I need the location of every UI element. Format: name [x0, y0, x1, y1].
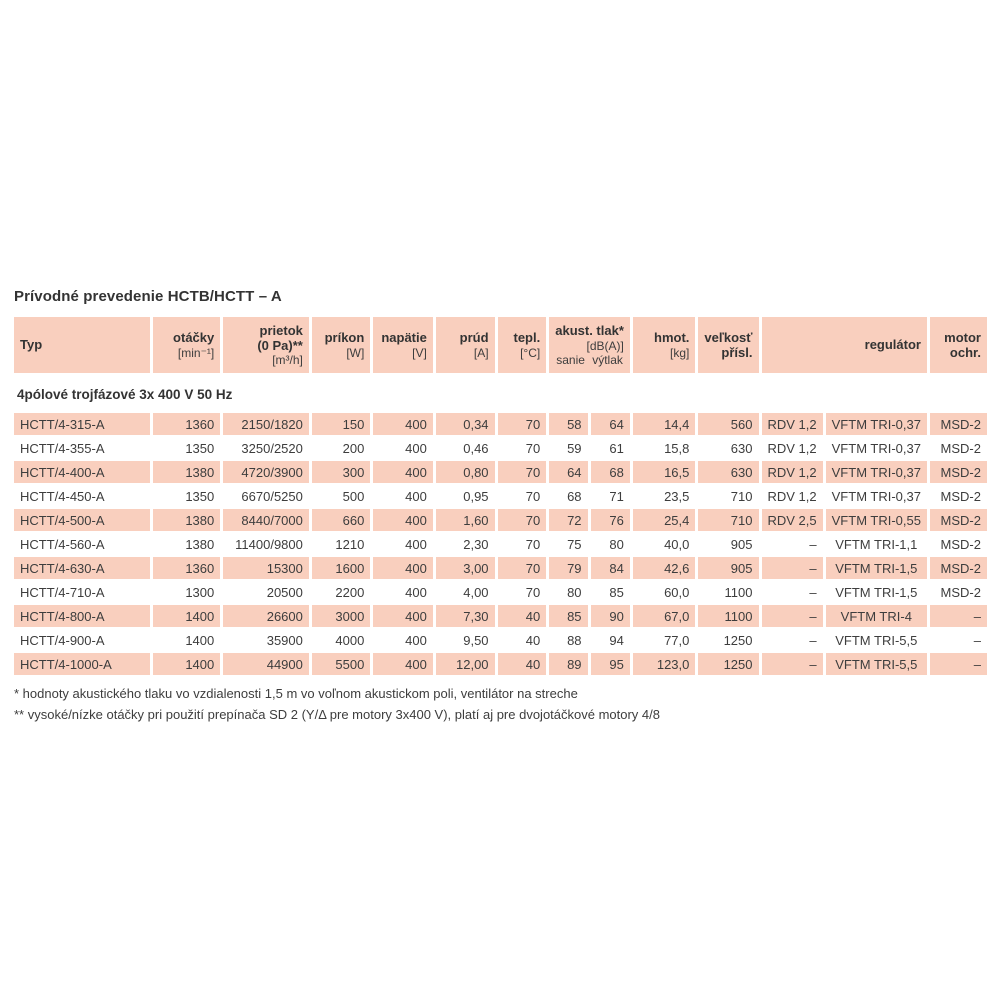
- cell-prud: 0,95: [436, 485, 495, 507]
- cell-rdv: RDV 1,2: [762, 413, 823, 435]
- table-row: [14, 557, 987, 579]
- cell-motor: –: [930, 605, 987, 627]
- cell-otacky: 1360: [153, 413, 220, 435]
- cell-prietok: 26600: [223, 605, 309, 627]
- table-row: [14, 437, 987, 459]
- cell-vftm: VFTM TRI-0,37: [826, 437, 927, 459]
- cell-vftm: VFTM TRI-1,1: [826, 533, 927, 555]
- section-row: [14, 375, 987, 411]
- cell-typ: HCTT/4-900-A: [14, 629, 150, 651]
- cell-prikon: 200: [312, 437, 370, 459]
- cell-otacky: 1400: [153, 629, 220, 651]
- col-header-akust-subcolumns: [555, 353, 624, 367]
- footnote-1: * hodnoty akustického tlaku vo vzdialenosti 1,5 m vo voľnom akustickom poli, ventilátor na streche: [14, 686, 578, 701]
- cell-rdv: RDV 2,5: [762, 509, 823, 531]
- table-row: [14, 413, 987, 435]
- cell-vytlak: 84: [591, 557, 630, 579]
- cell-hmot: 123,0: [633, 653, 696, 675]
- cell-otacky: 1380: [153, 533, 220, 555]
- cell-napatie: 400: [373, 485, 433, 507]
- cell-otacky: 1350: [153, 437, 220, 459]
- cell-prietok: 35900: [223, 629, 309, 651]
- cell-velkost: 710: [698, 509, 758, 531]
- cell-hmot: 67,0: [633, 605, 696, 627]
- cell-vytlak: 76: [591, 509, 630, 531]
- cell-velkost: 1250: [698, 629, 758, 651]
- cell-velkost: 560: [698, 413, 758, 435]
- cell-napatie: 400: [373, 581, 433, 603]
- cell-sanie: 75: [549, 533, 587, 555]
- cell-prud: 9,50: [436, 629, 495, 651]
- cell-hmot: 42,6: [633, 557, 696, 579]
- cell-otacky: 1400: [153, 605, 220, 627]
- cell-motor: MSD-2: [930, 437, 987, 459]
- cell-motor: MSD-2: [930, 485, 987, 507]
- cell-prikon: 500: [312, 485, 370, 507]
- cell-prud: 0,80: [436, 461, 495, 483]
- col-header-prietok-label2: (0 Pa)**: [257, 337, 303, 353]
- col-header-motor-label: motor: [944, 329, 981, 345]
- cell-velkost: 630: [698, 461, 758, 483]
- col-header-hmot: [633, 317, 696, 373]
- cell-rdv: –: [762, 581, 823, 603]
- table-body: [14, 375, 987, 675]
- cell-vytlak: 85: [591, 581, 630, 603]
- col-header-hmot-label: hmot.: [654, 330, 690, 346]
- cell-prikon: 2200: [312, 581, 370, 603]
- cell-velkost: 905: [698, 557, 758, 579]
- cell-hmot: 23,5: [633, 485, 696, 507]
- cell-vftm: VFTM TRI-1,5: [826, 557, 927, 579]
- cell-sanie: 59: [549, 437, 587, 459]
- col-header-prikon-unit: [W]: [346, 345, 365, 360]
- col-header-akust-label: akust. tlak*: [555, 323, 624, 339]
- cell-velkost: 1100: [698, 581, 758, 603]
- cell-typ: HCTT/4-450-A: [14, 485, 150, 507]
- cell-velkost: 1100: [698, 605, 758, 627]
- cell-velkost: 1250: [698, 653, 758, 675]
- col-header-napatie-label: napätie: [381, 330, 427, 346]
- cell-rdv: –: [762, 605, 823, 627]
- cell-vytlak: 95: [591, 653, 630, 675]
- cell-prietok: 2150/1820: [223, 413, 309, 435]
- col-header-prud: [436, 317, 495, 373]
- cell-napatie: 400: [373, 461, 433, 483]
- col-header-otacky-unit: [min⁻¹]: [177, 345, 215, 360]
- cell-vytlak: 71: [591, 485, 630, 507]
- cell-otacky: 1360: [153, 557, 220, 579]
- cell-tepl: 40: [498, 605, 547, 627]
- cell-sanie: 88: [549, 629, 587, 651]
- cell-napatie: 400: [373, 653, 433, 675]
- cell-otacky: 1380: [153, 461, 220, 483]
- cell-motor: MSD-2: [930, 509, 987, 531]
- cell-hmot: 14,4: [633, 413, 696, 435]
- cell-rdv: –: [762, 533, 823, 555]
- cell-vftm: VFTM TRI-5,5: [826, 653, 927, 675]
- cell-motor: MSD-2: [930, 413, 987, 435]
- cell-typ: HCTT/4-800-A: [14, 605, 150, 627]
- cell-tepl: 70: [498, 509, 547, 531]
- cell-prietok: 6670/5250: [223, 485, 309, 507]
- cell-prikon: 300: [312, 461, 370, 483]
- cell-typ: HCTT/4-400-A: [14, 461, 150, 483]
- cell-prietok: 4720/3900: [223, 461, 309, 483]
- col-header-velkost: [698, 317, 758, 373]
- cell-velkost: 630: [698, 437, 758, 459]
- cell-motor: MSD-2: [930, 461, 987, 483]
- table-row: [14, 533, 987, 555]
- table-row: [14, 629, 987, 651]
- col-header-tepl: [498, 317, 547, 373]
- col-header-motor-label2: ochr.: [949, 345, 981, 360]
- col-header-otacky-label: otáčky: [173, 330, 215, 346]
- cell-motor: MSD-2: [930, 581, 987, 603]
- cell-typ: HCTT/4-315-A: [14, 413, 150, 435]
- cell-motor: –: [930, 629, 987, 651]
- table-row: [14, 581, 987, 603]
- cell-napatie: 400: [373, 437, 433, 459]
- cell-tepl: 70: [498, 485, 547, 507]
- cell-prud: 2,30: [436, 533, 495, 555]
- cell-tepl: 70: [498, 557, 547, 579]
- cell-tepl: 70: [498, 413, 547, 435]
- table-row: [14, 605, 987, 627]
- cell-vftm: VFTM TRI-0,37: [826, 413, 927, 435]
- table-row: [14, 461, 987, 483]
- cell-prud: 4,00: [436, 581, 495, 603]
- cell-sanie: 89: [549, 653, 587, 675]
- col-header-napatie-unit: [V]: [412, 345, 427, 360]
- cell-prietok: 8440/7000: [223, 509, 309, 531]
- cell-vftm: VFTM TRI-1,5: [826, 581, 927, 603]
- cell-motor: –: [930, 653, 987, 675]
- cell-otacky: 1400: [153, 653, 220, 675]
- col-header-velkost-label: veľkosť: [704, 329, 753, 345]
- cell-rdv: –: [762, 557, 823, 579]
- cell-vftm: VFTM TRI-0,37: [826, 461, 927, 483]
- table-header-row: [14, 317, 987, 373]
- page-title: Prívodné prevedenie HCTB/HCTT – A: [14, 288, 282, 305]
- col-header-prud-label: prúd: [459, 330, 489, 346]
- cell-tepl: 70: [498, 437, 547, 459]
- cell-otacky: 1300: [153, 581, 220, 603]
- cell-typ: HCTT/4-355-A: [14, 437, 150, 459]
- cell-typ: HCTT/4-630-A: [14, 557, 150, 579]
- cell-hmot: 40,0: [633, 533, 696, 555]
- cell-rdv: RDV 1,2: [762, 437, 823, 459]
- cell-prikon: 150: [312, 413, 370, 435]
- cell-prud: 0,34: [436, 413, 495, 435]
- cell-velkost: 710: [698, 485, 758, 507]
- spec-table: [11, 315, 990, 677]
- col-header-vytlak: výtlak: [592, 352, 623, 367]
- col-header-motor: [930, 317, 987, 373]
- col-header-tepl-label: tepl.: [513, 330, 541, 346]
- cell-rdv: RDV 1,2: [762, 461, 823, 483]
- cell-otacky: 1350: [153, 485, 220, 507]
- cell-napatie: 400: [373, 533, 433, 555]
- cell-napatie: 400: [373, 629, 433, 651]
- cell-prud: 12,00: [436, 653, 495, 675]
- cell-sanie: 85: [549, 605, 587, 627]
- cell-prietok: 11400/9800: [223, 533, 309, 555]
- cell-prietok: 3250/2520: [223, 437, 309, 459]
- cell-napatie: 400: [373, 509, 433, 531]
- cell-hmot: 60,0: [633, 581, 696, 603]
- cell-sanie: 68: [549, 485, 587, 507]
- cell-rdv: –: [762, 629, 823, 651]
- section-heading: 4pólové trojfázové 3x 400 V 50 Hz: [14, 375, 987, 411]
- cell-typ: HCTT/4-710-A: [14, 581, 150, 603]
- col-header-regulator-label: regulátor: [864, 337, 921, 353]
- col-header-typ-label: Typ: [20, 337, 43, 353]
- table-row: [14, 653, 987, 675]
- cell-vytlak: 90: [591, 605, 630, 627]
- cell-prud: 3,00: [436, 557, 495, 579]
- cell-sanie: 79: [549, 557, 587, 579]
- cell-vftm: VFTM TRI-0,55: [826, 509, 927, 531]
- cell-hmot: 77,0: [633, 629, 696, 651]
- cell-hmot: 25,4: [633, 509, 696, 531]
- col-header-regulator: [762, 317, 927, 373]
- cell-sanie: 72: [549, 509, 587, 531]
- cell-sanie: 64: [549, 461, 587, 483]
- col-header-prietok-label: prietok: [259, 322, 303, 338]
- cell-tepl: 70: [498, 461, 547, 483]
- col-header-akust-tlak: [549, 317, 630, 373]
- footnote-2: ** vysoké/nízke otáčky pri použití prepínača SD 2 (Y/Δ pre motory 3x400 V), platí aj pre dvojotáčkové motory 4/8: [14, 706, 660, 722]
- cell-typ: HCTT/4-560-A: [14, 533, 150, 555]
- col-header-prietok: [223, 317, 309, 373]
- cell-napatie: 400: [373, 413, 433, 435]
- cell-rdv: RDV 1,2: [762, 485, 823, 507]
- cell-vytlak: 64: [591, 413, 630, 435]
- col-header-otacky: [153, 317, 220, 373]
- cell-prikon: 4000: [312, 629, 370, 651]
- cell-prikon: 1210: [312, 533, 370, 555]
- cell-prikon: 660: [312, 509, 370, 531]
- cell-prud: 7,30: [436, 605, 495, 627]
- cell-vftm: VFTM TRI-0,37: [826, 485, 927, 507]
- cell-motor: MSD-2: [930, 557, 987, 579]
- cell-sanie: 58: [549, 413, 587, 435]
- footnotes: [14, 684, 990, 726]
- cell-typ: HCTT/4-1000-A: [14, 653, 150, 675]
- cell-vytlak: 61: [591, 437, 630, 459]
- cell-prud: 1,60: [436, 509, 495, 531]
- cell-vftm: VFTM TRI-4: [826, 605, 927, 627]
- cell-typ: HCTT/4-500-A: [14, 509, 150, 531]
- cell-napatie: 400: [373, 557, 433, 579]
- cell-prikon: 1600: [312, 557, 370, 579]
- col-header-akust-unit: [dB(A)]: [586, 338, 624, 353]
- cell-motor: MSD-2: [930, 533, 987, 555]
- cell-vytlak: 80: [591, 533, 630, 555]
- col-header-typ: [14, 317, 150, 373]
- col-header-prikon-label: príkon: [324, 330, 365, 346]
- col-header-prud-unit: [A]: [473, 345, 489, 360]
- cell-sanie: 80: [549, 581, 587, 603]
- col-header-hmot-unit: [kg]: [670, 345, 690, 360]
- cell-prietok: 44900: [223, 653, 309, 675]
- table-row: [14, 485, 987, 507]
- table-row: [14, 509, 987, 531]
- cell-tepl: 70: [498, 581, 547, 603]
- col-header-velkost-label2: přísl.: [721, 345, 753, 360]
- col-header-napatie: [373, 317, 433, 373]
- cell-prietok: 20500: [223, 581, 309, 603]
- cell-otacky: 1380: [153, 509, 220, 531]
- cell-hmot: 15,8: [633, 437, 696, 459]
- cell-velkost: 905: [698, 533, 758, 555]
- col-header-prikon: [312, 317, 370, 373]
- cell-tepl: 40: [498, 653, 547, 675]
- col-header-tepl-unit: [°C]: [520, 345, 541, 360]
- col-header-prietok-unit: [m³/h]: [272, 353, 303, 368]
- cell-prikon: 3000: [312, 605, 370, 627]
- cell-vytlak: 68: [591, 461, 630, 483]
- cell-tepl: 70: [498, 533, 547, 555]
- cell-hmot: 16,5: [633, 461, 696, 483]
- cell-napatie: 400: [373, 605, 433, 627]
- cell-rdv: –: [762, 653, 823, 675]
- cell-prikon: 5500: [312, 653, 370, 675]
- cell-prud: 0,46: [436, 437, 495, 459]
- cell-vytlak: 94: [591, 629, 630, 651]
- col-header-sanie: sanie: [556, 352, 585, 367]
- cell-prietok: 15300: [223, 557, 309, 579]
- cell-vftm: VFTM TRI-5,5: [826, 629, 927, 651]
- cell-tepl: 40: [498, 629, 547, 651]
